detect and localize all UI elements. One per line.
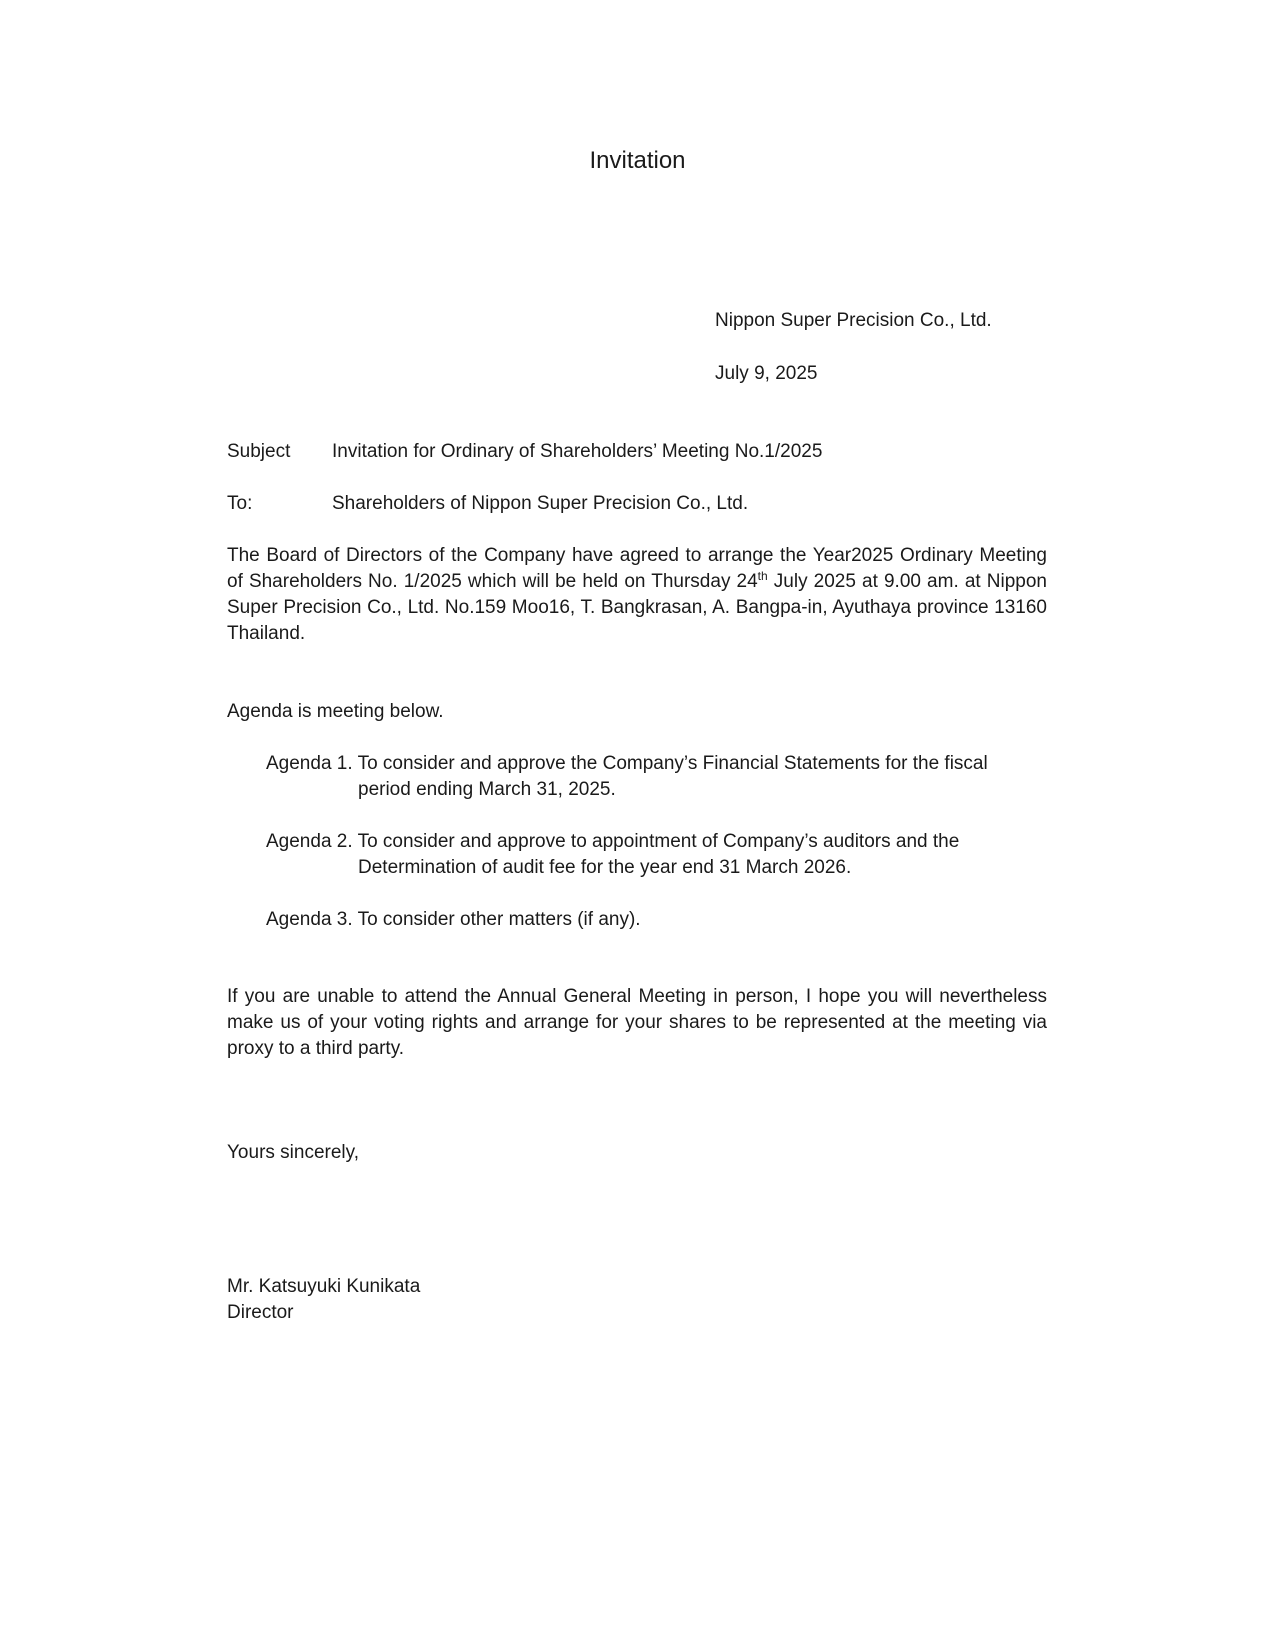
agenda-item: [266, 907, 1046, 933]
document-title: Invitation: [589, 147, 686, 174]
agenda-item: [266, 751, 1046, 803]
agenda-item: [266, 829, 1046, 881]
signer-title: Director: [227, 1302, 294, 1323]
intro-text-part2: July 2025 at 9.00 am. at Nippon Super Precision Co., Ltd. No.159 Moo16, T. Bangkrasan, A. Bangpa-in, Ayuthaya province 13160 Thailand.: [227, 571, 1047, 644]
subject-text: Invitation for Ordinary of Shareholders’ Meeting No.1/2025: [332, 441, 823, 462]
recipient-row: [227, 491, 1047, 517]
agenda-item-line2: period ending March 31, 2025.: [358, 779, 616, 800]
subject-row: [227, 439, 1047, 465]
letter-date: July 9, 2025: [715, 363, 818, 384]
signer-name: Mr. Katsuyuki Kunikata: [227, 1276, 421, 1297]
intro-ordinal-suffix: th: [757, 569, 768, 583]
agenda-item-line1: Agenda 2. To consider and approve to appointment of Company’s auditors and the: [266, 831, 960, 852]
signoff: Yours sincerely,: [227, 1142, 360, 1163]
subject-label: Subject: [227, 441, 291, 462]
recipient-label: To:: [227, 493, 253, 514]
recipient-text: Shareholders of Nippon Super Precision Co., Ltd.: [332, 493, 749, 514]
intro-text-part1: The Board of Directors of the Company have agreed to arrange the Year2025 Ordinary Meeting of Shareholders No. 1/2025 which will be held on Thursday 24: [227, 545, 1047, 592]
closing-paragraph: If you are unable to attend the Annual General Meeting in person, I hope you will nevertheless make us of your voting rights and arrange for your shares to be represented at the meeting via proxy to a third party.: [227, 986, 1047, 1059]
sender-company: Nippon Super Precision Co., Ltd.: [715, 310, 992, 331]
agenda-item-line2: Determination of audit fee for the year end 31 March 2026.: [358, 857, 852, 878]
agenda-item-line1: Agenda 1. To consider and approve the Company’s Financial Statements for the fiscal: [266, 753, 988, 774]
agenda-item-line1: Agenda 3. To consider other matters (if any).: [266, 909, 641, 930]
agenda-intro: Agenda is meeting below.: [227, 701, 444, 722]
intro-paragraph: [227, 543, 1047, 647]
